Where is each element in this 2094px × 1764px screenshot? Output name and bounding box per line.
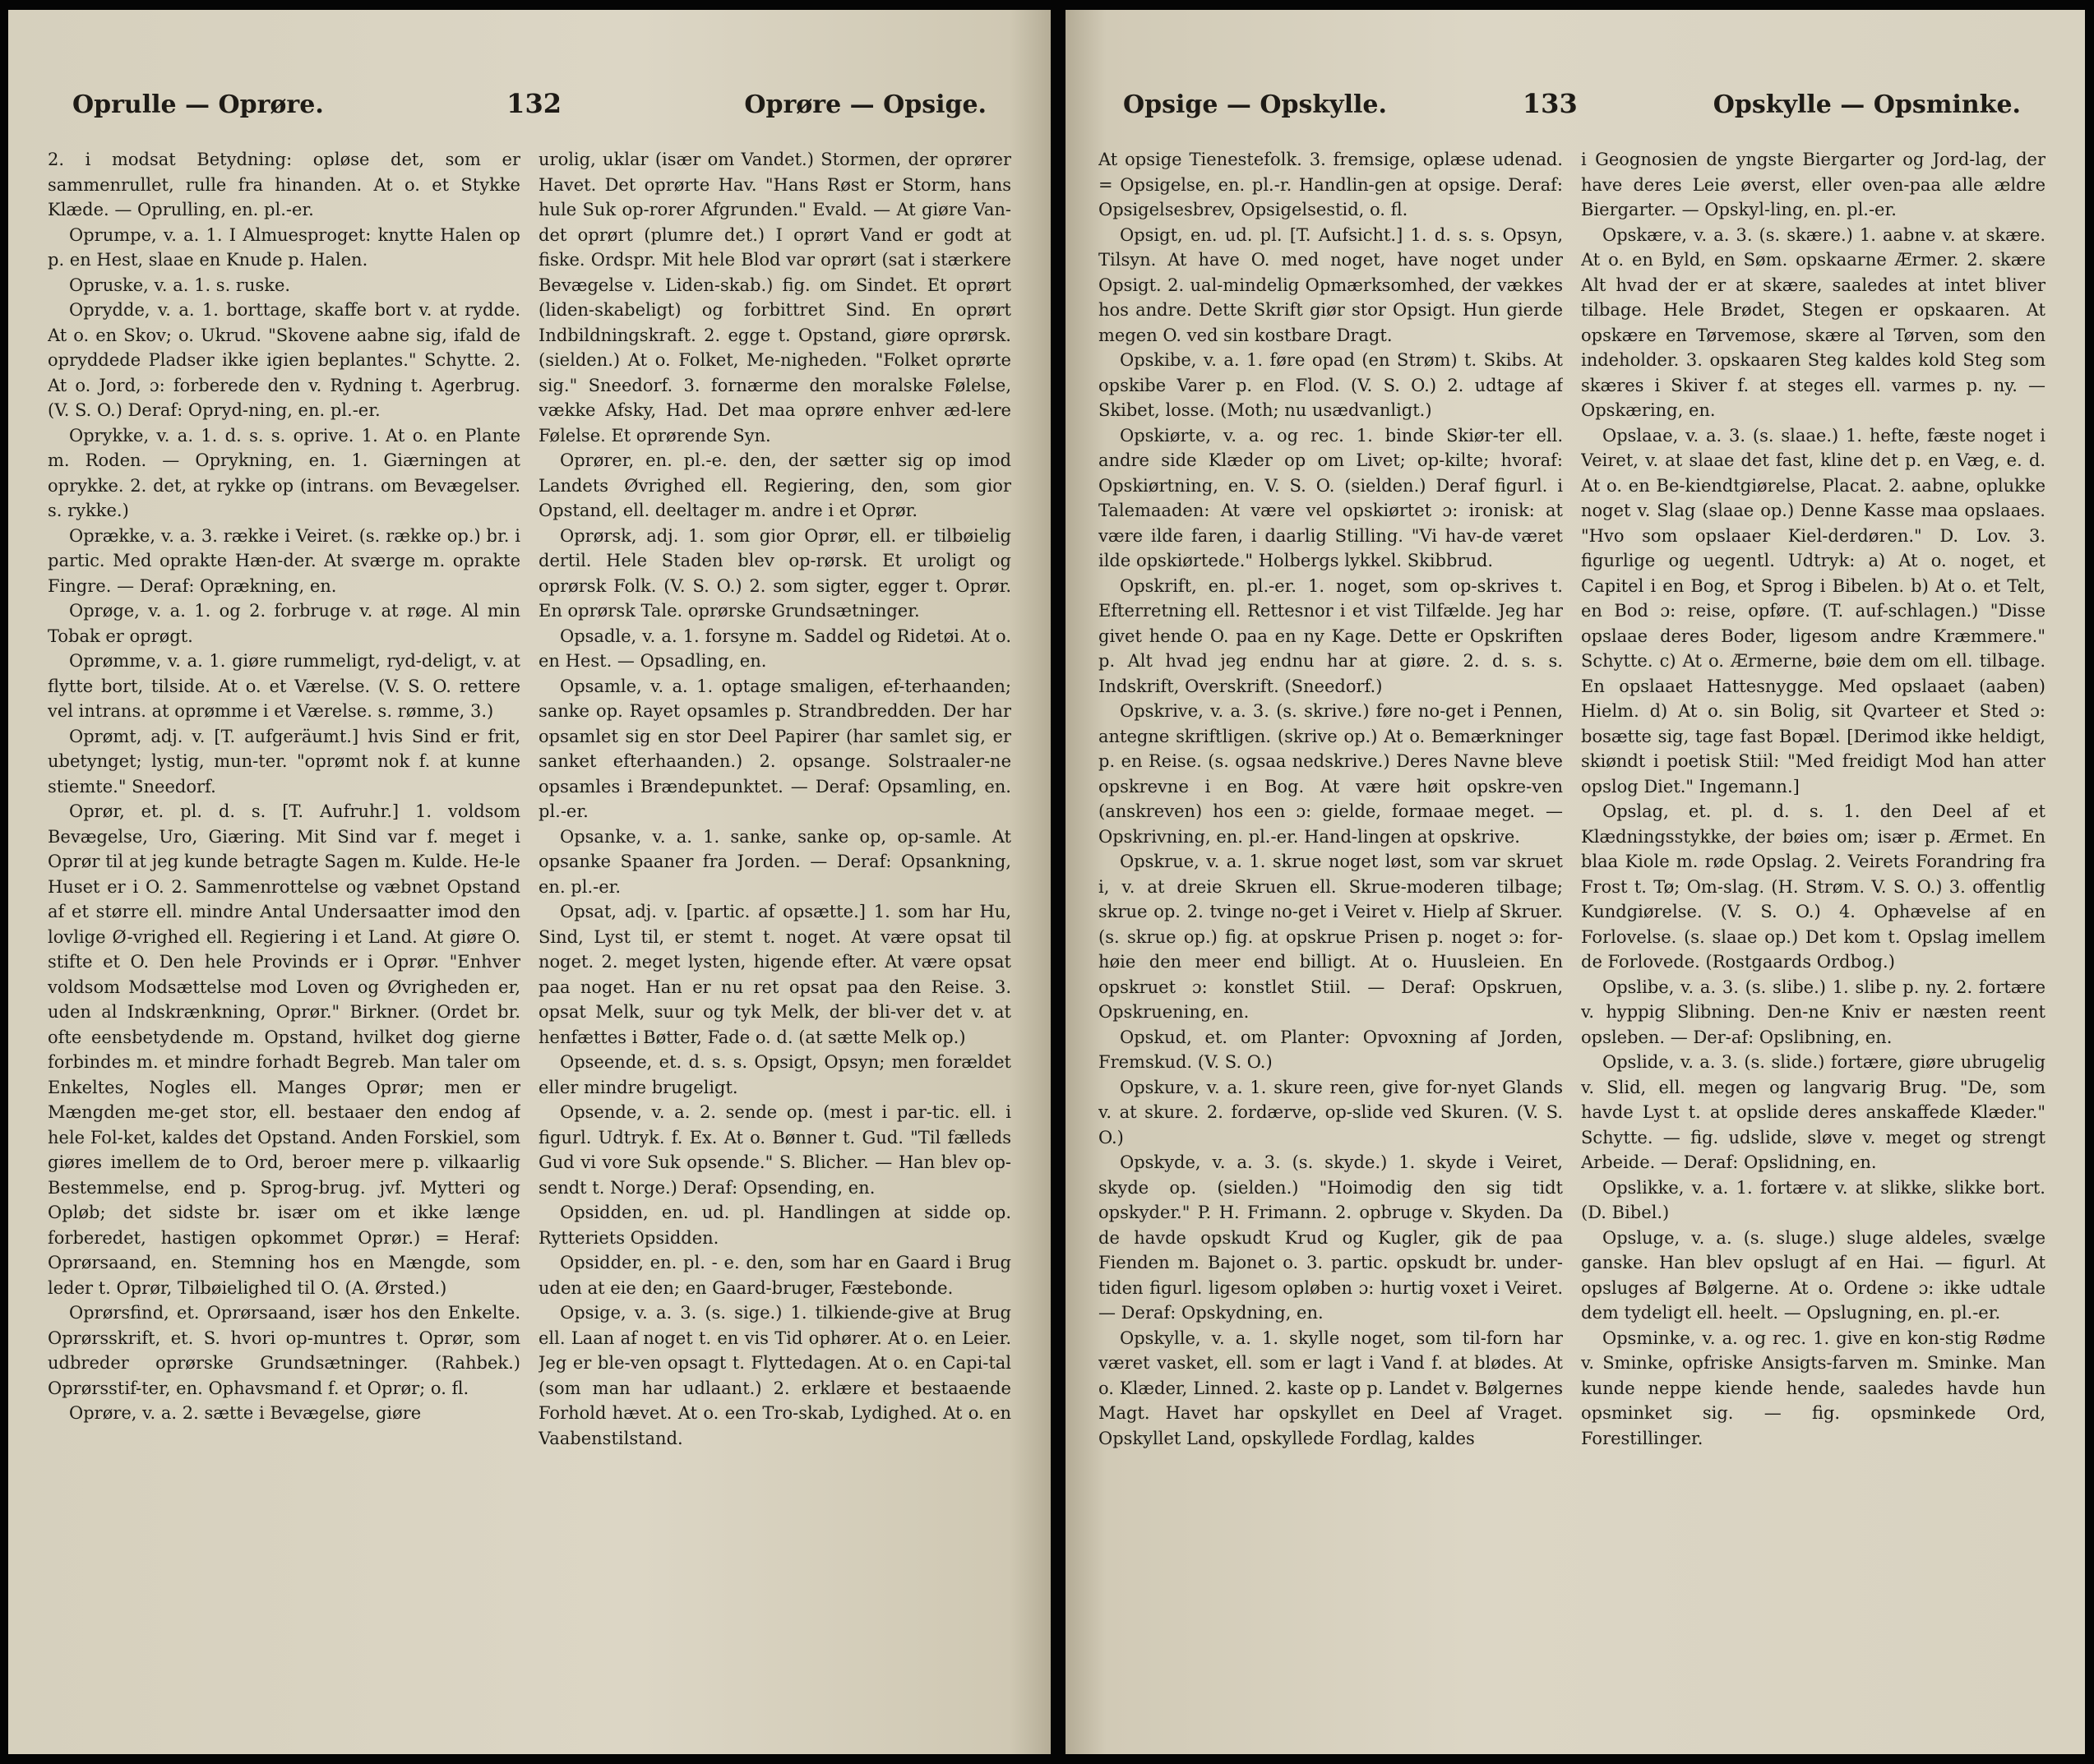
dictionary-entry: Opsluge, v. a. (s. sluge.) sluge aldeles, svælge ganske. Han blev opslugt af en Hai. — figurl. At opsluges af Bølgerne. At o. Ordene ɔ: ikke udtale dem tydeligt ell. heelt. — Opslugning, en. pl.-er. [1581,1227,2045,1323]
dictionary-entry: Opslaae, v. a. 3. (s. slaae.) 1. hefte, fæste noget i Veiret, v. at slaae det fast, kline det p. en Væg, e. d. At o. en Be-kiendtgiørelse, Placat. 2. aabne, oplukke noget v. Slag (slaae op.) Denne Kasse maa opslaaes. "Hvo som opslaaer Kiel-derdøren." D. Lov. 3. figurlige og uegentl. Udtryk: a) At o. noget, et Capitel i en Bog, et Sprog i Bibelen. b) At o. et Telt, en Bod ɔ: reise, opføre. (T. auf-schlagen.) "Disse opslaae deres Boder, ligesom andre Kræmmere." Schytte. c) At o. Ærmerne, bøie dem om ell. tilbage. En opslaaet Hattesnygge. Med opslaaet (aaben) Hielm. d) At o. sin Bolig, sit Qvarteer et Sted ɔ: bosætte sig, tage fast Bopæl. [Derimod ikke heldigt, skiøndt i poetisk Stiil: "Med freidigt Mod han atter opslog Diet." Ingemann.] [1581,425,2045,797]
header-right: Oprøre — Opsige. [744,90,987,119]
header-left: Oprulle — Oprøre. [72,90,324,119]
right-page [1065,10,2085,1754]
column-right [539,147,1011,1734]
header-left: Opsige — Opskylle. [1123,90,1387,119]
dictionary-entry: Opskyde, v. a. 3. (s. skyde.) 1. skyde i Veiret, skyde op. (sielden.) "Hoimodig den sig tidt opskyder." P. H. Frimann. 2. opbruge v. Skyden. Da de havde opskudt Krud og Kugler, gik de paa Fienden m. Bajonet o. 3. partic. opskudt br. under-tiden figurl. ligesom opløben ɔ: hurtig voxet i Veiret. — Deraf: Opskydning, en. [1098,1152,1563,1323]
left-page [8,10,1051,1754]
column-right [1581,147,2045,1734]
column-left [1098,147,1563,1734]
dictionary-entry: Opskiørte, v. a. og rec. 1. binde Skiør-ter ell. andre side Klæder op om Livet; op-kilte; hvoraf: Opskiørtning, en. V. S. O. (sielden.) Deraf figurl. i Talemaaden: At være vel opskiørtet ɔ: ironisk: at være ilde faren, i daarlig Stilling. "Vi hav-de været ilde opskiørtede." Holbergs lykkel. Skibbrud. [1098,425,1563,570]
text-columns [1098,147,2045,1734]
dictionary-entry: Oprører, en. pl.-e. den, der sætter sig op imod Landets Øvrighed ell. Regiering, den, som gior Opstand, ell. deeltager m. andre i et Oprør. [539,450,1011,520]
dictionary-entry: Opsanke, v. a. 1. sanke, sanke op, op-samle. At opsanke Spaaner fra Jorden. — Deraf: Opsankning, en. pl.-er. [539,826,1011,897]
dictionary-entry: Oprøge, v. a. 1. og 2. forbruge v. at røge. Al min Tobak er oprøgt. [48,601,520,646]
dictionary-entry: Oprumpe, v. a. 1. I Almuesproget: knytte Halen op p. en Hest, slaae en Knude p. Halen. [48,224,520,270]
page-number: 133 [1522,88,1578,119]
dictionary-entry: i Geognosien de yngste Biergarter og Jord-lag, der have deres Leie øverst, eller oven-paa alle ældre Biergarter. — Opskyl-ling, en. pl.-er. [1581,150,2045,219]
dictionary-entry: Opskrift, en. pl.-er. 1. noget, som op-skrives t. Efterretning ell. Rettesnor i et vist Tilfælde. Jeg har givet hende O. paa en ny Kage. Dette er Opskriften p. Alt hvad jeg endnu har at giøre. 2. d. s. s. Indskrift, Overskrift. (Sneedorf.) [1098,575,1563,696]
page-number: 132 [506,88,562,119]
dictionary-entry: Oprørsfind, et. Oprørsaand, især hos den Enkelte. Oprørsskrift, et. S. hvori op-muntres t. Oprør, som udbreder oprørske Grundsætninger. (Rahbek.) Oprørsstif-ter, en. Ophavsmand f. et Oprør; o. fl. [48,1303,520,1398]
dictionary-entry: urolig, uklar (især om Vandet.) Stormen, der oprører Havet. Det oprørte Hav. "Hans Røst er Storm, hans hule Suk op-rorer Afgrunden." Evald. — At giøre Van-det oprørt (plumre det.) I oprørt Vand er godt at fiske. Ordspr. Mit hele Blod var oprørt (sat i stærkere Bevægelse v. Liden-skab.) fig. om Sindet. Et oprørt (liden-skabeligt) og forbittret Sind. En oprørt Indbildningskraft. 2. egge t. Opstand, giøre oprørsk. (sielden.) At o. Folket, Me-nigheden. "Folket oprørte sig." Sneedorf. 3. fornærme den moralske Følelse, vække Afsky, Had. Det maa oprøre enhver æd-lere Følelse. Et oprørende Syn. [539,150,1011,446]
dictionary-entry: Opsidder, en. pl. - e. den, som har en Gaard i Brug uden at eie den; en Gaard-bruger, Fæstebonde. [539,1253,1011,1298]
dictionary-entry: Oprække, v. a. 3. række i Veiret. (s. række op.) br. i partic. Med oprakte Hæn-der. At sværge m. oprakte Fingre. — Deraf: Oprækning, en. [48,525,520,596]
dictionary-entry: Opsadle, v. a. 1. forsyne m. Saddel og Ridetøi. At o. en Hest. — Opsadling, en. [539,626,1011,671]
dictionary-entry: Opseende, et. d. s. s. Opsigt, Opsyn; men forældet eller mindre brugeligt. [539,1052,1011,1097]
dictionary-entry: Opskrive, v. a. 3. (s. skrive.) føre no-get i Pennen, antegne skriftligen. (skrive op.) At o. Bemærkninger p. en Reise. (s. ogsaa nedskrive.) Deres Navne bleve opskrevne i en Bog. At være høit opskre-ven (anskreven) hos een ɔ: gielde, formaae meget. — Opskrivning, en. pl.-er. Hand-lingen at opskrive. [1098,701,1563,847]
dictionary-entry: 2. i modsat Betydning: opløse det, som er sammenrullet, rulle fra hinanden. At o. et Stykke Klæde. — Oprulling, en. pl.-er. [48,150,520,219]
dictionary-entry: Oprør, et. pl. d. s. [T. Aufruhr.] 1. voldsom Bevægelse, Uro, Giæring. Mit Sind var f. meget i Oprør til at jeg kunde betragte Sagen m. Kulde. He-le Huset er i O. 2. Sammenrottelse og væbnet Opstand af et større ell. mindre Antal Undersaatter imod den lovlige Ø-vrighed ell. Regiering i et Land. At giøre O. stifte et O. Den hele Provinds er i Oprør. "Enhver voldsom Modsættelse mod Loven og Øvrigheden er, uden al Indskrænkning, Oprør." Birkner. (Ordet br. ofte eensbetydende m. Opstand, hvilket dog gierne forbindes m. et mindre forhadt Begreb. Man taler om Enkeltes, Nogles ell. Manges Oprør; men er Mængden me-get stor, ell. bestaaer den endog af hele Fol-ket, kaldes det Opstand. Anden Forskiel, som giøres imellem de to Ord, beroer mere p. vilkaarlig Bestemmelse, end p. Sprog-brug. jvf. Mytteri og Opløb; det sidste br. især om et ikke længe forberedet, hastigen opkommet Oprør.) = Heraf: Oprørsaand, en. Stemning hos en Mængde, som leder t. Oprør, Tilbøielighed til O. (A. Ørsted.) [48,801,520,1298]
dictionary-entry: Opskud, et. om Planter: Opvoxning af Jorden, Fremskud. (V. S. O.) [1098,1027,1563,1072]
dictionary-entry: Opsige, v. a. 3. (s. sige.) 1. tilkiende-give at Brug ell. Laan af noget t. en vis Tid ophører. At o. en Leier. Jeg er ble-ven opsagt t. Flyttedagen. At o. en Capi-tal (som man har udlaant.) 2. erklære et bestaaende Forhold hævet. At o. een Tro-skab, Lydighed. At o. en Vaabenstilstand. [539,1303,1011,1448]
dictionary-entry: Oprydde, v. a. 1. borttage, skaffe bort v. at rydde. At o. en Skov; o. Ukrud. "Skovene aabne sig, ifald de opryddede Pladser ikke igien beplantes." Schytte. 2. At o. Jord, ɔ: forberede den v. Rydning t. Agerbrug. (V. S. O.) Deraf: Opryd-ning, en. pl.-er. [48,300,520,420]
dictionary-entry: Opsminke, v. a. og rec. 1. give en kon-stig Rødme v. Sminke, opfriske Ansigts-farven m. Sminke. Man kunde neppe kiende hende, saaledes havde hun opsminket sig. — fig. opsminkede Ord, Forestillinger. [1581,1328,2045,1448]
dictionary-entry: Opsat, adj. v. [partic. af opsætte.] 1. som har Hu, Sind, Lyst til, er stemt t. noget. At være opsat til noget. 2. meget lysten, higende efter. At være opsat paa noget. Han er nu ret opsat paa den Reise. 3. opsat Melk, suur og tyk Melk, der bli-ver det v. at henfættes i Bøtter, Fade o. d. (at sætte Melk op.) [539,902,1011,1047]
dictionary-entry: Oprøre, v. a. 2. sætte i Bevægelse, giøre [69,1403,422,1423]
dictionary-entry: Oprømme, v. a. 1. giøre rummeligt, ryd-deligt, v. at flytte bort, tilside. At o. et Værelse. (V. S. O. rettere vel intrans. at oprømme i et Værelse. s. rømme, 3.) [48,651,520,721]
dictionary-entry: Opsigt, en. ud. pl. [T. Aufsicht.] 1. d. s. s. Opsyn, Tilsyn. At have O. med noget, have noget under Opsigt. 2. ual-mindelig Opmærksomhed, der vækkes hos andre. Dette Skrift giør stor Opsigt. Hun gierde megen O. ved sin kostbare Dragt. [1098,224,1563,345]
dictionary-entry: Opsidden, en. ud. pl. Handlingen at sidde op. Rytteriets Opsidden. [539,1203,1011,1248]
dictionary-entry: At opsige Tienestefolk. 3. fremsige, oplæse udenad. = Opsigelse, en. pl.-r. Handlin-gen at opsige. Deraf: Opsigelsesbrev, Opsigelsestid, o. fl. [1098,150,1563,219]
dictionary-entry: Opskylle, v. a. 1. skylle noget, som til-forn har været vasket, ell. som er lagt i Vand f. at blødes. At o. Klæder, Linned. 2. kaste op p. Landet v. Bølgernes Magt. Havet har opskyllet en Deel af Vraget. Opskyllet Land, opskyllede Fordlag, kaldes [1098,1328,1563,1448]
text-columns [48,147,1011,1734]
dictionary-entry: Oprømt, adj. v. [T. aufgeräumt.] hvis Sind er frit, ubetynget; lystig, mun-ter. "oprømt nok f. at kunne stiemte." Sneedorf. [48,726,520,797]
dictionary-entry: Opslide, v. a. 3. (s. slide.) fortære, giøre ubrugelig v. Slid, ell. megen og langvarig Brug. "De, som havde Lyst t. at opslide deres anskaffede Klæder." Schytte. — fig. udslide, sløve v. meget og strengt Arbeide. — Deraf: Opslidning, en. [1581,1052,2045,1172]
running-head [48,88,1011,119]
dictionary-entry: Opsamle, v. a. 1. optage smaligen, ef-terhaanden; sanke op. Rayet opsamles p. Strandbredden. Der har opsamlet sig en stor Deel Papirer (har samlet sig, er sanket efterhaanden.) 2. opsange. Solstraaler-ne opsamles i Brændepunktet. — Deraf: Opsamling, en. pl.-er. [539,676,1011,821]
dictionary-entry: Opskure, v. a. 1. skure reen, give for-nyet Glands v. at skure. 2. fordærve, op-slide ved Skuren. (V. S. O.) [1098,1077,1563,1148]
dictionary-entry: Opsende, v. a. 2. sende op. (mest i par-tic. ell. i figurl. Udtryk. f. Ex. At o. Bønner t. Gud. "Til fælleds Gud vi vore Suk opsende." S. Blicher. — Han blev op-sendt t. Norge.) Deraf: Opsending, en. [539,1102,1011,1198]
dictionary-entry: Opskrue, v. a. 1. skrue noget løst, som var skruet i, v. at dreie Skruen ell. Skrue-moderen tilbage; skrue op. 2. tvinge no-get i Veiret v. Hielp af Skruer. (s. skrue op.) fig. at opskrue Prisen p. noget ɔ: for-høie den meer end billigt. At o. Huusleien. En opskruet ɔ: konstlet Stiil. — Deraf: Opskruen, Opskruening, en. [1098,852,1563,1022]
column-left [48,147,520,1734]
dictionary-entry: Opslibe, v. a. 3. (s. slibe.) 1. slibe p. ny. 2. fortære v. hyppig Slibning. Den-ne Kniv er næsten reent opsleben. — Der-af: Opslibning, en. [1581,977,2045,1047]
dictionary-entry: Opskibe, v. a. 1. føre opad (en Strøm) t. Skibs. At opskibe Varer p. en Flod. (V. S. O.) 2. udtage af Skibet, losse. (Moth; nu usædvanligt.) [1098,350,1563,420]
dictionary-entry: Opslikke, v. a. 1. fortære v. at slikke, slikke bort. (D. Bibel.) [1581,1177,2045,1222]
dictionary-entry: Opslag, et. pl. d. s. 1. den Deel af et Klædningsstykke, der bøies om; især p. Ærmet. En blaa Kiole m. røde Opslag. 2. Veirets Forandring fra Frost t. Tø; Om-slag. (H. Strøm. V. S. O.) 3. offentlig Kundgiørelse. (V. S. O.) 4. Ophævelse af en Forlovelse. (s. slaae op.) Det kom t. Opslag imellem de Forlovede. (Rostgaards Ordbog.) [1581,801,2045,972]
header-right: Opskylle — Opsminke. [1713,90,2021,119]
dictionary-entry: Opskære, v. a. 3. (s. skære.) 1. aabne v. at skære. At o. en Byld, en Søm. opskaarne Ærmer. 2. skære Alt hvad der er at skære, saaledes at intet bliver tilbage. Hele Brødet, Stegen er opskaaren. At opskære en Tørvemose, skære al Tørven, som den indeholder. 3. opskaaren Steg kaldes kold Steg som skæres i Skiver f. at steges ell. varmes p. ny. — Opskæring, en. [1581,224,2045,420]
dictionary-entry: Oprørsk, adj. 1. som gior Oprør, ell. er tilbøielig dertil. Hele Staden blev op-rørsk. Et uroligt og oprørsk Folk. (V. S. O.) 2. som sigter, egger t. Oprør. En oprørsk Tale. oprørske Grundsætninger. [539,525,1011,621]
dictionary-entry: Oprykke, v. a. 1. d. s. s. oprive. 1. At o. en Plante m. Roden. — Oprykning, en. 1. Giærningen at oprykke. 2. det, at rykke op (intrans. om Bevægelser. s. rykke.) [48,425,520,520]
dictionary-entry: Opruske, v. a. 1. s. ruske. [69,275,291,295]
running-head [1098,88,2045,119]
